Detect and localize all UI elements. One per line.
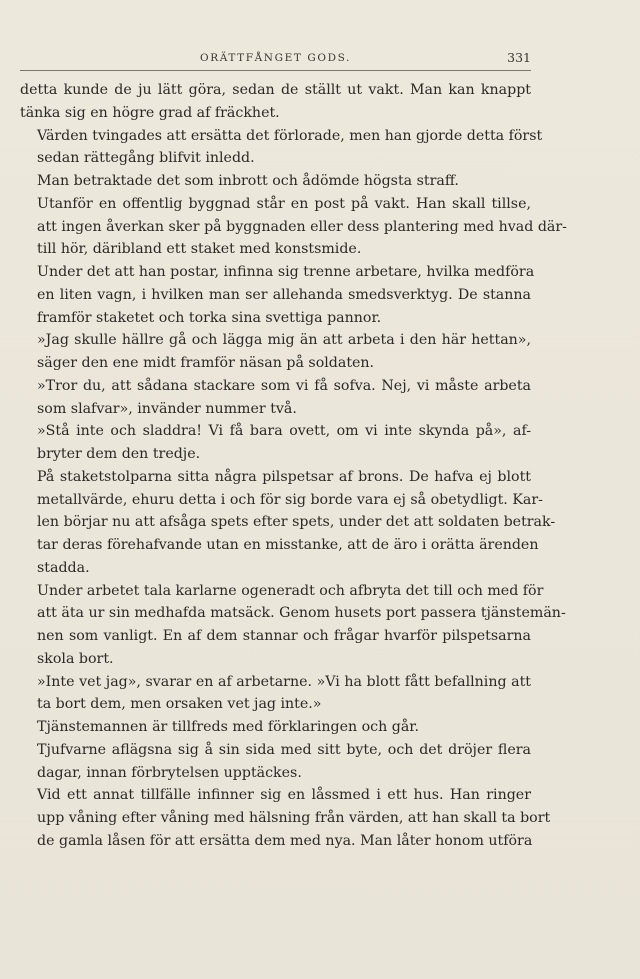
text-line: skola bort. <box>37 650 114 667</box>
paragraph <box>20 375 531 421</box>
text-line: tar deras förehafvande utan en misstanke, att de äro i orätta ärenden <box>37 537 539 553</box>
paragraph <box>20 466 556 580</box>
text-line: stadda. <box>37 559 90 576</box>
paragraph <box>20 671 531 717</box>
text-line: upp våning efter våning med hälsning från värden, att han skall ta bort <box>37 810 551 826</box>
text-line: Man betraktade det som inbrott och ådömde högsta straff. <box>37 173 459 189</box>
text-line: säger den ene midt framför näsan på soldaten. <box>37 355 375 371</box>
text-line: till hör, däribland ett staket med konstsmide. <box>37 241 362 258</box>
text-line: att äta ur sin medhafda matsäck. Genom husets port passera tjänstemän- <box>37 605 566 622</box>
running-title: ORÄTTFÅNGET GODS. <box>200 52 351 64</box>
text-line: Vid ett annat tillfälle infinner sig en låssmed i ett hus. Han ringer <box>37 787 531 804</box>
text-line: »Inte vet jag», svarar en af arbetarne. »Vi ha blott fått befallning att <box>37 673 531 690</box>
text-line: de gamla låsen för att ersätta dem med nya. Man låter honom utföra <box>37 832 533 849</box>
body-text <box>20 79 567 853</box>
text-line: len börjar nu att afsåga spets efter spets, under det att soldaten betrak- <box>37 514 556 531</box>
text-line: metallvärde, ehuru detta i och för sig borde vara ej så obetydligt. Kar- <box>37 491 543 508</box>
paragraph <box>20 739 531 785</box>
paragraph <box>20 79 531 125</box>
text-line: nen som vanligt. En af dem stannar och frågar hvarför pilspetsarna <box>37 628 531 644</box>
paragraph <box>20 420 531 466</box>
text-line: Tjänstemannen är tillfreds med förklaringen och går. <box>37 719 420 735</box>
text-line: ta bort dem, men orsaken vet jag inte.» <box>37 696 322 713</box>
text-line: På staketstolparna sitta några pilspetsar af brons. De hafva ej blott <box>37 468 531 485</box>
text-line: att ingen åverkan sker på byggnaden eller dess plantering med hvad där- <box>37 218 567 235</box>
text-line: »Jag skulle hällre gå och lägga mig än att arbeta i den här hettan», <box>37 332 531 349</box>
paragraph <box>20 170 531 193</box>
paragraph <box>20 193 567 261</box>
text-line: Värden tvingades att ersätta det förlorade, men han gjorde detta först <box>37 127 543 144</box>
text-line: Under arbetet tala karlarne ogeneradt och afbryta det till och med för <box>37 582 544 599</box>
text-line: sedan rättegång blifvit inledd. <box>37 150 255 167</box>
paragraph <box>20 329 531 375</box>
text-line: en liten vagn, i hvilken man ser allehanda smedsverktyg. De stanna <box>37 286 531 303</box>
header-rule <box>20 70 531 71</box>
text-line: som slafvar», invänder nummer två. <box>37 400 297 417</box>
text-line: bryter dem den tredje. <box>37 446 201 462</box>
text-line: »Stå inte och sladdra! Vi få bara ovett, om vi inte skynda på», af- <box>37 423 531 440</box>
paragraph <box>20 261 535 329</box>
text-line: dagar, innan förbrytelsen upptäckes. <box>37 764 302 781</box>
text-line: Utanför en offentlig byggnad står en post på vakt. Han skall tillse, <box>37 195 531 212</box>
paragraph <box>20 580 566 671</box>
paragraph <box>20 784 551 852</box>
paragraph <box>20 125 543 171</box>
text-line: Tjufvarne aflägsna sig å sin sida med sitt byte, och det dröjer flera <box>37 741 531 758</box>
running-head <box>20 50 531 70</box>
paragraph <box>20 716 531 739</box>
text-line: tänka sig en högre grad af fräckhet. <box>20 104 280 121</box>
text-line: framför staketet och torka sina svettiga pannor. <box>37 309 382 326</box>
text-line: Under det att han postar, infinna sig trenne arbetare, hvilka medföra <box>37 264 535 280</box>
page-number: 331 <box>507 50 531 65</box>
text-line: »Tror du, att sådana stackare som vi få sofva. Nej, vi måste arbeta <box>37 377 531 394</box>
text-line: detta kunde de ju lätt göra, sedan de ställt ut vakt. Man kan knappt <box>20 82 531 98</box>
